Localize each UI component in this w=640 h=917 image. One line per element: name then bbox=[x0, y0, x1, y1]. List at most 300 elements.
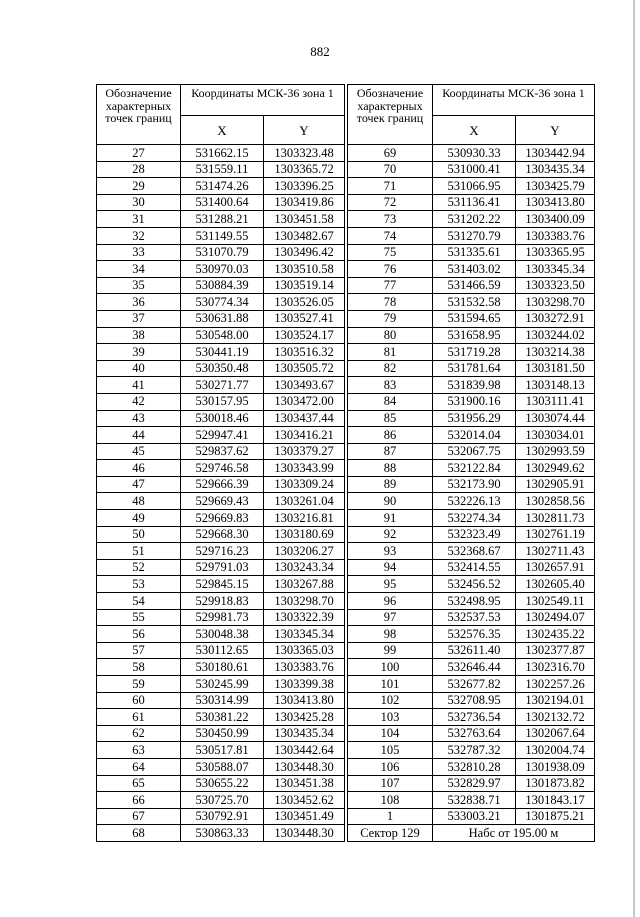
table-row bbox=[97, 792, 345, 809]
y-coordinate-cell: 1303298.70 bbox=[264, 593, 345, 610]
x-coordinate-cell: 530930.33 bbox=[433, 145, 516, 162]
point-number-cell: 78 bbox=[348, 294, 433, 311]
y-coordinate-cell: 1303442.94 bbox=[516, 145, 595, 162]
table-row bbox=[348, 659, 595, 676]
page-number: 882 bbox=[310, 44, 330, 59]
table-row bbox=[97, 145, 345, 162]
point-number-cell: 103 bbox=[348, 709, 433, 726]
y-coordinate-cell: 1302949.62 bbox=[516, 460, 595, 477]
y-coordinate-cell: 1303437.44 bbox=[264, 410, 345, 427]
x-coordinate-cell: 531719.28 bbox=[433, 344, 516, 361]
y-coordinate-cell: 1303526.05 bbox=[264, 294, 345, 311]
y-coordinate-cell: 1303272.91 bbox=[516, 310, 595, 327]
x-coordinate-cell: 529791.03 bbox=[181, 559, 264, 576]
point-number-cell: 52 bbox=[97, 559, 181, 576]
y-coordinate-cell: 1303181.50 bbox=[516, 360, 595, 377]
coordinates-table-left bbox=[96, 84, 345, 842]
table-row bbox=[97, 825, 345, 842]
point-number-cell: 97 bbox=[348, 609, 433, 626]
x-coordinate-cell: 532677.82 bbox=[433, 676, 516, 693]
x-coordinate-cell: 532829.97 bbox=[433, 775, 516, 792]
table-row bbox=[97, 227, 345, 244]
coordinates-body-left bbox=[97, 145, 345, 842]
point-number-cell: 54 bbox=[97, 593, 181, 610]
x-coordinate-cell: 532611.40 bbox=[433, 642, 516, 659]
point-number-cell: 70 bbox=[348, 161, 433, 178]
point-number-cell: 72 bbox=[348, 194, 433, 211]
y-coordinate-cell: 1303365.03 bbox=[264, 642, 345, 659]
point-number-cell: 71 bbox=[348, 178, 433, 195]
table-row bbox=[348, 609, 595, 626]
x-coordinate-cell: 530350.48 bbox=[181, 360, 264, 377]
table-row bbox=[97, 310, 345, 327]
x-coordinate-cell: 530792.91 bbox=[181, 808, 264, 825]
table-row bbox=[97, 261, 345, 278]
x-coordinate-cell: 529668.30 bbox=[181, 526, 264, 543]
x-coordinate-cell: 532323.49 bbox=[433, 526, 516, 543]
point-number-cell: 66 bbox=[97, 792, 181, 809]
y-coordinate-cell: 1302711.43 bbox=[516, 543, 595, 560]
x-coordinate-cell: 530588.07 bbox=[181, 758, 264, 775]
table-row bbox=[348, 244, 595, 261]
table-row bbox=[97, 410, 345, 427]
x-coordinate-cell: 530970.03 bbox=[181, 261, 264, 278]
point-number-cell: 76 bbox=[348, 261, 433, 278]
x-coordinate-cell: 529669.43 bbox=[181, 493, 264, 510]
point-number-cell: 33 bbox=[97, 244, 181, 261]
point-number-cell: 69 bbox=[348, 145, 433, 162]
x-coordinate-cell: 530271.77 bbox=[181, 377, 264, 394]
x-coordinate-cell: 531270.79 bbox=[433, 227, 516, 244]
table-row bbox=[97, 576, 345, 593]
point-number-cell: 46 bbox=[97, 460, 181, 477]
point-number-cell: 51 bbox=[97, 543, 181, 560]
table-row bbox=[97, 493, 345, 510]
table-row bbox=[97, 427, 345, 444]
y-coordinate-cell: 1303322.39 bbox=[264, 609, 345, 626]
point-number-cell: 68 bbox=[97, 825, 181, 842]
table-row bbox=[348, 626, 595, 643]
table-row bbox=[348, 227, 595, 244]
x-coordinate-cell: 531070.79 bbox=[181, 244, 264, 261]
y-coordinate-cell: 1302316.70 bbox=[516, 659, 595, 676]
table-row bbox=[348, 493, 595, 510]
x-coordinate-cell: 530018.46 bbox=[181, 410, 264, 427]
table-row bbox=[348, 593, 595, 610]
sector-row bbox=[348, 825, 595, 842]
table-row bbox=[348, 211, 595, 228]
y-coordinate-cell: 1302549.11 bbox=[516, 593, 595, 610]
point-number-cell: 106 bbox=[348, 758, 433, 775]
point-number-cell: 96 bbox=[348, 593, 433, 610]
table-row bbox=[97, 360, 345, 377]
x-coordinate-cell: 531781.64 bbox=[433, 360, 516, 377]
table-row bbox=[97, 393, 345, 410]
x-coordinate-cell: 530112.65 bbox=[181, 642, 264, 659]
table-row bbox=[348, 277, 595, 294]
y-coordinate-cell: 1303510.58 bbox=[264, 261, 345, 278]
point-number-cell: 32 bbox=[97, 227, 181, 244]
y-coordinate-cell: 1303472.00 bbox=[264, 393, 345, 410]
table-row bbox=[97, 277, 345, 294]
x-coordinate-cell: 531400.64 bbox=[181, 194, 264, 211]
point-number-cell: 75 bbox=[348, 244, 433, 261]
y-coordinate-cell: 1303413.80 bbox=[264, 692, 345, 709]
point-number-cell: 36 bbox=[97, 294, 181, 311]
x-coordinate-cell: 530774.34 bbox=[181, 294, 264, 311]
table-row bbox=[348, 775, 595, 792]
scan-edge-line bbox=[633, 0, 635, 917]
point-number-cell: 108 bbox=[348, 792, 433, 809]
y-coordinate-cell: 1303261.04 bbox=[264, 493, 345, 510]
x-coordinate-cell: 530631.88 bbox=[181, 310, 264, 327]
table-row bbox=[97, 443, 345, 460]
point-number-cell: 40 bbox=[97, 360, 181, 377]
table-row bbox=[97, 543, 345, 560]
y-coordinate-cell: 1303111.41 bbox=[516, 393, 595, 410]
point-number-cell: 34 bbox=[97, 261, 181, 278]
table-row bbox=[97, 626, 345, 643]
point-number-cell: 29 bbox=[97, 178, 181, 195]
point-number-cell: 49 bbox=[97, 510, 181, 527]
x-coordinate-cell: 532736.54 bbox=[433, 709, 516, 726]
x-coordinate-cell: 531594.65 bbox=[433, 310, 516, 327]
point-number-cell: 85 bbox=[348, 410, 433, 427]
x-coordinate-cell: 530450.99 bbox=[181, 725, 264, 742]
table-row bbox=[97, 377, 345, 394]
table-row bbox=[97, 758, 345, 775]
table-row bbox=[97, 775, 345, 792]
header-x: X bbox=[433, 116, 516, 145]
point-number-cell: 104 bbox=[348, 725, 433, 742]
x-coordinate-cell: 531956.29 bbox=[433, 410, 516, 427]
y-coordinate-cell: 1302067.64 bbox=[516, 725, 595, 742]
point-number-cell: 81 bbox=[348, 344, 433, 361]
x-coordinate-cell: 530180.61 bbox=[181, 659, 264, 676]
table-row bbox=[348, 742, 595, 759]
y-coordinate-cell: 1303244.02 bbox=[516, 327, 595, 344]
table-row bbox=[348, 725, 595, 742]
point-number-cell: 56 bbox=[97, 626, 181, 643]
table-row bbox=[97, 692, 345, 709]
point-number-cell: 42 bbox=[97, 393, 181, 410]
header-y: Y bbox=[264, 116, 345, 145]
x-coordinate-cell: 532274.34 bbox=[433, 510, 516, 527]
table-row bbox=[97, 194, 345, 211]
point-number-cell: 79 bbox=[348, 310, 433, 327]
x-coordinate-cell: 531136.41 bbox=[433, 194, 516, 211]
x-coordinate-cell: 529981.73 bbox=[181, 609, 264, 626]
table-row bbox=[97, 642, 345, 659]
point-number-cell: 39 bbox=[97, 344, 181, 361]
table-row bbox=[97, 244, 345, 261]
y-coordinate-cell: 1303527.41 bbox=[264, 310, 345, 327]
x-coordinate-cell: 532838.71 bbox=[433, 792, 516, 809]
table-row bbox=[348, 576, 595, 593]
point-number-cell: 95 bbox=[348, 576, 433, 593]
point-number-cell: 59 bbox=[97, 676, 181, 693]
table-row bbox=[97, 178, 345, 195]
y-coordinate-cell: 1301938.09 bbox=[516, 758, 595, 775]
point-number-cell: 87 bbox=[348, 443, 433, 460]
y-coordinate-cell: 1301875.21 bbox=[516, 808, 595, 825]
header-coordinates: Координаты МСК-36 зона 1 bbox=[181, 85, 345, 116]
x-coordinate-cell: 530548.00 bbox=[181, 327, 264, 344]
x-coordinate-cell: 531658.95 bbox=[433, 327, 516, 344]
x-coordinate-cell: 531559.11 bbox=[181, 161, 264, 178]
y-coordinate-cell: 1303435.34 bbox=[264, 725, 345, 742]
y-coordinate-cell: 1303345.34 bbox=[264, 626, 345, 643]
coordinates-body-right bbox=[348, 145, 595, 825]
table-row bbox=[348, 476, 595, 493]
point-number-cell: 58 bbox=[97, 659, 181, 676]
table-row bbox=[348, 393, 595, 410]
y-coordinate-cell: 1302257.26 bbox=[516, 676, 595, 693]
table-row bbox=[348, 443, 595, 460]
y-coordinate-cell: 1301843.17 bbox=[516, 792, 595, 809]
y-coordinate-cell: 1303365.95 bbox=[516, 244, 595, 261]
x-coordinate-cell: 532646.44 bbox=[433, 659, 516, 676]
x-coordinate-cell: 529947.41 bbox=[181, 427, 264, 444]
x-coordinate-cell: 532014.04 bbox=[433, 427, 516, 444]
y-coordinate-cell: 1303216.81 bbox=[264, 510, 345, 527]
y-coordinate-cell: 1303383.76 bbox=[264, 659, 345, 676]
x-coordinate-cell: 532226.13 bbox=[433, 493, 516, 510]
table-row bbox=[348, 510, 595, 527]
table-row bbox=[97, 211, 345, 228]
x-coordinate-cell: 530517.81 bbox=[181, 742, 264, 759]
x-coordinate-cell: 531149.55 bbox=[181, 227, 264, 244]
table-row bbox=[97, 659, 345, 676]
point-number-cell: 82 bbox=[348, 360, 433, 377]
point-number-cell: 43 bbox=[97, 410, 181, 427]
y-coordinate-cell: 1302132.72 bbox=[516, 709, 595, 726]
y-coordinate-cell: 1302494.07 bbox=[516, 609, 595, 626]
x-coordinate-cell: 532787.32 bbox=[433, 742, 516, 759]
y-coordinate-cell: 1303452.62 bbox=[264, 792, 345, 809]
table-row bbox=[348, 460, 595, 477]
y-coordinate-cell: 1303400.09 bbox=[516, 211, 595, 228]
y-coordinate-cell: 1303482.67 bbox=[264, 227, 345, 244]
point-number-cell: 63 bbox=[97, 742, 181, 759]
coordinates-table-right bbox=[347, 84, 595, 842]
x-coordinate-cell: 530048.38 bbox=[181, 626, 264, 643]
y-coordinate-cell: 1303519.14 bbox=[264, 277, 345, 294]
table-row bbox=[348, 642, 595, 659]
table-row bbox=[97, 725, 345, 742]
x-coordinate-cell: 532810.28 bbox=[433, 758, 516, 775]
y-coordinate-cell: 1302435.22 bbox=[516, 626, 595, 643]
y-coordinate-cell: 1302377.87 bbox=[516, 642, 595, 659]
point-number-cell: 55 bbox=[97, 609, 181, 626]
sector-cell: Сектор 129 bbox=[348, 825, 433, 842]
y-coordinate-cell: 1303425.79 bbox=[516, 178, 595, 195]
table-row bbox=[348, 194, 595, 211]
x-coordinate-cell: 531839.98 bbox=[433, 377, 516, 394]
table-row bbox=[348, 261, 595, 278]
y-coordinate-cell: 1302858.56 bbox=[516, 493, 595, 510]
y-coordinate-cell: 1303448.30 bbox=[264, 825, 345, 842]
point-number-cell: 100 bbox=[348, 659, 433, 676]
x-coordinate-cell: 532708.95 bbox=[433, 692, 516, 709]
table-row bbox=[97, 609, 345, 626]
y-coordinate-cell: 1303396.25 bbox=[264, 178, 345, 195]
point-number-cell: 61 bbox=[97, 709, 181, 726]
height-cell: Набс от 195.00 м bbox=[433, 825, 595, 842]
x-coordinate-cell: 531532.58 bbox=[433, 294, 516, 311]
point-number-cell: 30 bbox=[97, 194, 181, 211]
y-coordinate-cell: 1303524.17 bbox=[264, 327, 345, 344]
x-coordinate-cell: 531474.26 bbox=[181, 178, 264, 195]
table-row bbox=[348, 676, 595, 693]
y-coordinate-cell: 1303516.32 bbox=[264, 344, 345, 361]
point-number-cell: 105 bbox=[348, 742, 433, 759]
x-coordinate-cell: 532498.95 bbox=[433, 593, 516, 610]
x-coordinate-cell: 532122.84 bbox=[433, 460, 516, 477]
table-row bbox=[348, 792, 595, 809]
y-coordinate-cell: 1302811.73 bbox=[516, 510, 595, 527]
x-coordinate-cell: 530884.39 bbox=[181, 277, 264, 294]
x-coordinate-cell: 531900.16 bbox=[433, 393, 516, 410]
y-coordinate-cell: 1303243.34 bbox=[264, 559, 345, 576]
y-coordinate-cell: 1303425.28 bbox=[264, 709, 345, 726]
point-number-cell: 47 bbox=[97, 476, 181, 493]
y-coordinate-cell: 1301873.82 bbox=[516, 775, 595, 792]
y-coordinate-cell: 1303267.88 bbox=[264, 576, 345, 593]
x-coordinate-cell: 529716.23 bbox=[181, 543, 264, 560]
table-row bbox=[97, 161, 345, 178]
y-coordinate-cell: 1303180.69 bbox=[264, 526, 345, 543]
x-coordinate-cell: 532368.67 bbox=[433, 543, 516, 560]
table-row bbox=[97, 327, 345, 344]
header-coordinates: Координаты МСК-36 зона 1 bbox=[433, 85, 595, 116]
point-number-cell: 50 bbox=[97, 526, 181, 543]
point-number-cell: 45 bbox=[97, 443, 181, 460]
table-row bbox=[97, 510, 345, 527]
y-coordinate-cell: 1303323.48 bbox=[264, 145, 345, 162]
y-coordinate-cell: 1303442.64 bbox=[264, 742, 345, 759]
point-number-cell: 98 bbox=[348, 626, 433, 643]
y-coordinate-cell: 1303343.99 bbox=[264, 460, 345, 477]
y-coordinate-cell: 1303493.67 bbox=[264, 377, 345, 394]
point-number-cell: 88 bbox=[348, 460, 433, 477]
y-coordinate-cell: 1302905.91 bbox=[516, 476, 595, 493]
point-number-cell: 44 bbox=[97, 427, 181, 444]
x-coordinate-cell: 531466.59 bbox=[433, 277, 516, 294]
x-coordinate-cell: 531403.02 bbox=[433, 261, 516, 278]
x-coordinate-cell: 529918.83 bbox=[181, 593, 264, 610]
y-coordinate-cell: 1302993.59 bbox=[516, 443, 595, 460]
y-coordinate-cell: 1303451.49 bbox=[264, 808, 345, 825]
y-coordinate-cell: 1303451.58 bbox=[264, 211, 345, 228]
y-coordinate-cell: 1302657.91 bbox=[516, 559, 595, 576]
table-row bbox=[97, 344, 345, 361]
y-coordinate-cell: 1303148.13 bbox=[516, 377, 595, 394]
x-coordinate-cell: 530314.99 bbox=[181, 692, 264, 709]
x-coordinate-cell: 530725.70 bbox=[181, 792, 264, 809]
point-number-cell: 91 bbox=[348, 510, 433, 527]
y-coordinate-cell: 1303435.34 bbox=[516, 161, 595, 178]
table-row bbox=[348, 145, 595, 162]
y-coordinate-cell: 1303214.38 bbox=[516, 344, 595, 361]
y-coordinate-cell: 1303413.80 bbox=[516, 194, 595, 211]
header-y: Y bbox=[516, 116, 595, 145]
point-number-cell: 93 bbox=[348, 543, 433, 560]
point-number-cell: 41 bbox=[97, 377, 181, 394]
table-row bbox=[348, 559, 595, 576]
point-number-cell: 65 bbox=[97, 775, 181, 792]
table-row bbox=[97, 808, 345, 825]
y-coordinate-cell: 1303365.72 bbox=[264, 161, 345, 178]
y-coordinate-cell: 1303379.27 bbox=[264, 443, 345, 460]
table-row bbox=[348, 410, 595, 427]
x-coordinate-cell: 529666.39 bbox=[181, 476, 264, 493]
x-coordinate-cell: 532763.64 bbox=[433, 725, 516, 742]
y-coordinate-cell: 1302605.40 bbox=[516, 576, 595, 593]
header-point-designation: Обозначение характерных точек границ bbox=[348, 85, 433, 145]
header-x: X bbox=[181, 116, 264, 145]
table-row bbox=[348, 344, 595, 361]
point-number-cell: 31 bbox=[97, 211, 181, 228]
table-row bbox=[348, 808, 595, 825]
table-row bbox=[348, 294, 595, 311]
table-row bbox=[97, 476, 345, 493]
x-coordinate-cell: 531335.61 bbox=[433, 244, 516, 261]
point-number-cell: 37 bbox=[97, 310, 181, 327]
x-coordinate-cell: 529837.62 bbox=[181, 443, 264, 460]
point-number-cell: 92 bbox=[348, 526, 433, 543]
point-number-cell: 101 bbox=[348, 676, 433, 693]
y-coordinate-cell: 1302004.74 bbox=[516, 742, 595, 759]
y-coordinate-cell: 1303416.21 bbox=[264, 427, 345, 444]
point-number-cell: 73 bbox=[348, 211, 433, 228]
x-coordinate-cell: 530245.99 bbox=[181, 676, 264, 693]
x-coordinate-cell: 530863.33 bbox=[181, 825, 264, 842]
point-number-cell: 99 bbox=[348, 642, 433, 659]
x-coordinate-cell: 532576.35 bbox=[433, 626, 516, 643]
x-coordinate-cell: 533003.21 bbox=[433, 808, 516, 825]
table-row bbox=[97, 559, 345, 576]
y-coordinate-cell: 1303419.86 bbox=[264, 194, 345, 211]
y-coordinate-cell: 1303298.70 bbox=[516, 294, 595, 311]
point-number-cell: 89 bbox=[348, 476, 433, 493]
table-row bbox=[348, 327, 595, 344]
y-coordinate-cell: 1303309.24 bbox=[264, 476, 345, 493]
table-row bbox=[97, 676, 345, 693]
point-number-cell: 67 bbox=[97, 808, 181, 825]
table-row bbox=[348, 161, 595, 178]
point-number-cell: 80 bbox=[348, 327, 433, 344]
table-row bbox=[97, 593, 345, 610]
point-number-cell: 84 bbox=[348, 393, 433, 410]
table-row bbox=[348, 310, 595, 327]
y-coordinate-cell: 1303496.42 bbox=[264, 244, 345, 261]
point-number-cell: 77 bbox=[348, 277, 433, 294]
table-row bbox=[97, 742, 345, 759]
y-coordinate-cell: 1302761.19 bbox=[516, 526, 595, 543]
y-coordinate-cell: 1303034.01 bbox=[516, 427, 595, 444]
x-coordinate-cell: 531000.41 bbox=[433, 161, 516, 178]
table-row bbox=[348, 692, 595, 709]
x-coordinate-cell: 532067.75 bbox=[433, 443, 516, 460]
y-coordinate-cell: 1303345.34 bbox=[516, 261, 595, 278]
table-row bbox=[348, 360, 595, 377]
y-coordinate-cell: 1303074.44 bbox=[516, 410, 595, 427]
x-coordinate-cell: 531066.95 bbox=[433, 178, 516, 195]
x-coordinate-cell: 531662.15 bbox=[181, 145, 264, 162]
y-coordinate-cell: 1303451.38 bbox=[264, 775, 345, 792]
point-number-cell: 94 bbox=[348, 559, 433, 576]
